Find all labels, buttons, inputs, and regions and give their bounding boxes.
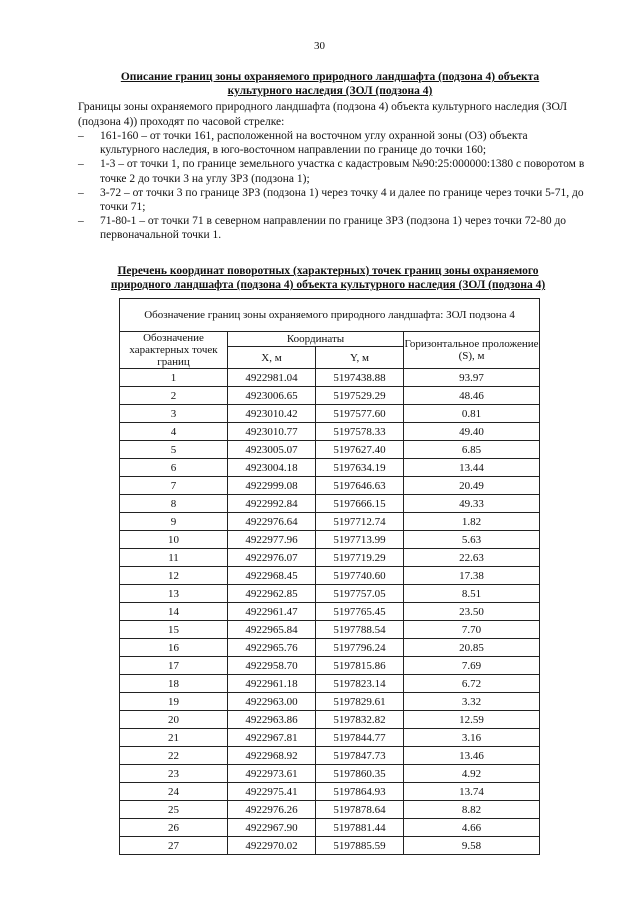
cell-x: 4922968.45	[228, 567, 316, 585]
cell-point: 5	[120, 441, 228, 459]
cell-distance: 20.49	[404, 477, 540, 495]
cell-point: 25	[120, 801, 228, 819]
table-row	[120, 801, 540, 819]
cell-point: 14	[120, 603, 228, 621]
cell-y: 5197844.77	[316, 729, 404, 747]
cell-y: 5197578.33	[316, 423, 404, 441]
section-title-description	[70, 70, 590, 98]
cell-y: 5197765.45	[316, 603, 404, 621]
cell-y: 5197627.40	[316, 441, 404, 459]
cell-y: 5197864.93	[316, 783, 404, 801]
cell-y: 5197885.59	[316, 837, 404, 855]
table-row	[120, 549, 540, 567]
table-row	[120, 711, 540, 729]
list-item-text: 71-80-1 – от точки 71 в северном направлении по границе ЗРЗ (подзона 1) через точки 72-80 до первоначальной точки 1.	[100, 215, 567, 242]
cell-y: 5197796.24	[316, 639, 404, 657]
cell-distance: 6.85	[404, 441, 540, 459]
cell-y: 5197740.60	[316, 567, 404, 585]
cell-point: 9	[120, 513, 228, 531]
cell-x: 4922992.84	[228, 495, 316, 513]
cell-distance: 5.63	[404, 531, 540, 549]
cell-x: 4922975.41	[228, 783, 316, 801]
table-zone-header: Обозначение границ зоны охраняемого природного ландшафта: ЗОЛ подзона 4	[120, 299, 540, 332]
cell-y: 5197634.19	[316, 459, 404, 477]
cell-x: 4922967.90	[228, 819, 316, 837]
cell-distance: 8.82	[404, 801, 540, 819]
cell-point: 20	[120, 711, 228, 729]
cell-point: 17	[120, 657, 228, 675]
cell-y: 5197829.61	[316, 693, 404, 711]
cell-x: 4922977.96	[228, 531, 316, 549]
cell-point: 6	[120, 459, 228, 477]
cell-y: 5197712.74	[316, 513, 404, 531]
cell-y: 5197529.29	[316, 387, 404, 405]
section-title-line: Описание границ зоны охраняемого природного ландшафта (подзона 4) объекта	[120, 71, 540, 83]
cell-point: 3	[120, 405, 228, 423]
cell-x: 4923004.18	[228, 459, 316, 477]
cell-x: 4922976.07	[228, 549, 316, 567]
cell-point: 19	[120, 693, 228, 711]
section-title-line: Перечень координат поворотных (характерных) точек границ зоны охраняемого	[117, 265, 539, 277]
cell-x: 4922962.85	[228, 585, 316, 603]
cell-y: 5197646.63	[316, 477, 404, 495]
boundary-list	[78, 129, 590, 243]
cell-x: 4923010.77	[228, 423, 316, 441]
table-row	[120, 459, 540, 477]
cell-y: 5197719.29	[316, 549, 404, 567]
cell-point: 23	[120, 765, 228, 783]
list-item	[78, 186, 590, 214]
cell-x: 4922976.26	[228, 801, 316, 819]
column-header-x: X, м	[228, 347, 316, 369]
cell-x: 4922958.70	[228, 657, 316, 675]
cell-distance: 93.97	[404, 369, 540, 387]
cell-y: 5197823.14	[316, 675, 404, 693]
cell-x: 4922961.47	[228, 603, 316, 621]
table-row	[120, 693, 540, 711]
cell-point: 21	[120, 729, 228, 747]
cell-x: 4922965.76	[228, 639, 316, 657]
coordinates-table	[119, 298, 540, 855]
table-row	[120, 441, 540, 459]
list-item	[78, 129, 590, 157]
cell-x: 4922970.02	[228, 837, 316, 855]
cell-distance: 13.44	[404, 459, 540, 477]
cell-point: 2	[120, 387, 228, 405]
cell-point: 1	[120, 369, 228, 387]
cell-point: 16	[120, 639, 228, 657]
cell-point: 27	[120, 837, 228, 855]
list-dash: –	[78, 130, 84, 142]
list-item-text: 161-160 – от точки 161, расположенной на восточном углу охранной зоны (ОЗ) объекта культурного наследия, в юго-восточном направлении по границе до точки 160;	[100, 130, 528, 157]
list-item-text: 3-72 – от точки 3 по границе ЗРЗ (подзона 1) через точку 4 и далее по границе через точки 5-71, до точки 71;	[100, 186, 584, 214]
cell-x: 4922963.00	[228, 693, 316, 711]
cell-y: 5197577.60	[316, 405, 404, 423]
list-item-text: 1-3 – от точки 1, по границе земельного участка с кадастровым №90:25:000000:1380 с поворотом в точке 2 до точки 3 на углу ЗРЗ (подзона 1);	[100, 158, 585, 185]
cell-x: 4922961.18	[228, 675, 316, 693]
cell-x: 4923005.07	[228, 441, 316, 459]
cell-point: 11	[120, 549, 228, 567]
cell-y: 5197757.05	[316, 585, 404, 603]
intro-paragraph: Границы зоны охраняемого природного ландшафта (подзона 4) объекта культурного наследия (ЗОЛ (подзона 4)) проходят по часовой стрелке:	[78, 101, 568, 128]
cell-distance: 20.85	[404, 639, 540, 657]
cell-point: 12	[120, 567, 228, 585]
cell-distance: 4.66	[404, 819, 540, 837]
list-dash: –	[78, 186, 84, 199]
table-row	[120, 405, 540, 423]
cell-x: 4922976.64	[228, 513, 316, 531]
cell-point: 15	[120, 621, 228, 639]
table-row	[120, 387, 540, 405]
column-header-point: Обозначение характерных точек границ	[120, 332, 228, 369]
cell-x: 4923006.65	[228, 387, 316, 405]
table-row	[120, 423, 540, 441]
cell-x: 4922999.08	[228, 477, 316, 495]
table-row	[120, 765, 540, 783]
cell-point: 8	[120, 495, 228, 513]
cell-x: 4923010.42	[228, 405, 316, 423]
cell-x: 4922981.04	[228, 369, 316, 387]
cell-distance: 13.46	[404, 747, 540, 765]
cell-distance: 17.38	[404, 567, 540, 585]
cell-distance: 23.50	[404, 603, 540, 621]
section-title-line: природного ландшафта (подзона 4) объекта культурного наследия (ЗОЛ (подзона 4)	[110, 279, 546, 291]
section-title-line: культурного наследия (ЗОЛ (подзона 4)	[227, 85, 433, 97]
cell-distance: 3.32	[404, 693, 540, 711]
cell-x: 4922968.92	[228, 747, 316, 765]
table-row	[120, 567, 540, 585]
cell-point: 7	[120, 477, 228, 495]
table-row	[120, 837, 540, 855]
cell-y: 5197847.73	[316, 747, 404, 765]
cell-y: 5197815.86	[316, 657, 404, 675]
column-header-distance: Горизонтальное проложение (S), м	[404, 332, 540, 369]
cell-point: 13	[120, 585, 228, 603]
table-row	[120, 639, 540, 657]
table-row	[120, 585, 540, 603]
cell-point: 22	[120, 747, 228, 765]
cell-distance: 22.63	[404, 549, 540, 567]
cell-distance: 4.92	[404, 765, 540, 783]
cell-point: 24	[120, 783, 228, 801]
table-row	[120, 621, 540, 639]
cell-y: 5197438.88	[316, 369, 404, 387]
list-dash: –	[78, 215, 84, 228]
table-row	[120, 819, 540, 837]
cell-distance: 49.33	[404, 495, 540, 513]
cell-y: 5197878.64	[316, 801, 404, 819]
cell-distance: 7.69	[404, 657, 540, 675]
cell-point: 26	[120, 819, 228, 837]
cell-point: 10	[120, 531, 228, 549]
column-header-y: Y, м	[316, 347, 404, 369]
table-row	[120, 747, 540, 765]
cell-point: 18	[120, 675, 228, 693]
cell-y: 5197788.54	[316, 621, 404, 639]
table-row	[120, 531, 540, 549]
cell-y: 5197881.44	[316, 819, 404, 837]
table-row	[120, 513, 540, 531]
table-row	[120, 783, 540, 801]
list-dash: –	[78, 158, 84, 171]
cell-distance: 6.72	[404, 675, 540, 693]
cell-distance: 13.74	[404, 783, 540, 801]
list-item	[78, 214, 590, 242]
cell-distance: 9.58	[404, 837, 540, 855]
table-row	[120, 495, 540, 513]
cell-distance: 3.16	[404, 729, 540, 747]
page-number: 30	[314, 40, 325, 52]
column-header-coordinates: Координаты	[228, 332, 404, 347]
cell-x: 4922973.61	[228, 765, 316, 783]
cell-distance: 1.82	[404, 513, 540, 531]
cell-distance: 49.40	[404, 423, 540, 441]
cell-distance: 7.70	[404, 621, 540, 639]
cell-x: 4922967.81	[228, 729, 316, 747]
section-title-coordinates	[62, 264, 594, 292]
cell-distance: 48.46	[404, 387, 540, 405]
cell-distance: 12.59	[404, 711, 540, 729]
cell-y: 5197666.15	[316, 495, 404, 513]
table-row	[120, 657, 540, 675]
cell-y: 5197832.82	[316, 711, 404, 729]
table-body	[120, 369, 540, 855]
table-row	[120, 675, 540, 693]
table-row	[120, 369, 540, 387]
cell-point: 4	[120, 423, 228, 441]
cell-distance: 0.81	[404, 405, 540, 423]
cell-x: 4922963.86	[228, 711, 316, 729]
table-row	[120, 603, 540, 621]
list-item	[78, 157, 590, 185]
cell-distance: 8.51	[404, 585, 540, 603]
cell-y: 5197713.99	[316, 531, 404, 549]
table-row	[120, 477, 540, 495]
table-row	[120, 729, 540, 747]
cell-x: 4922965.84	[228, 621, 316, 639]
cell-y: 5197860.35	[316, 765, 404, 783]
